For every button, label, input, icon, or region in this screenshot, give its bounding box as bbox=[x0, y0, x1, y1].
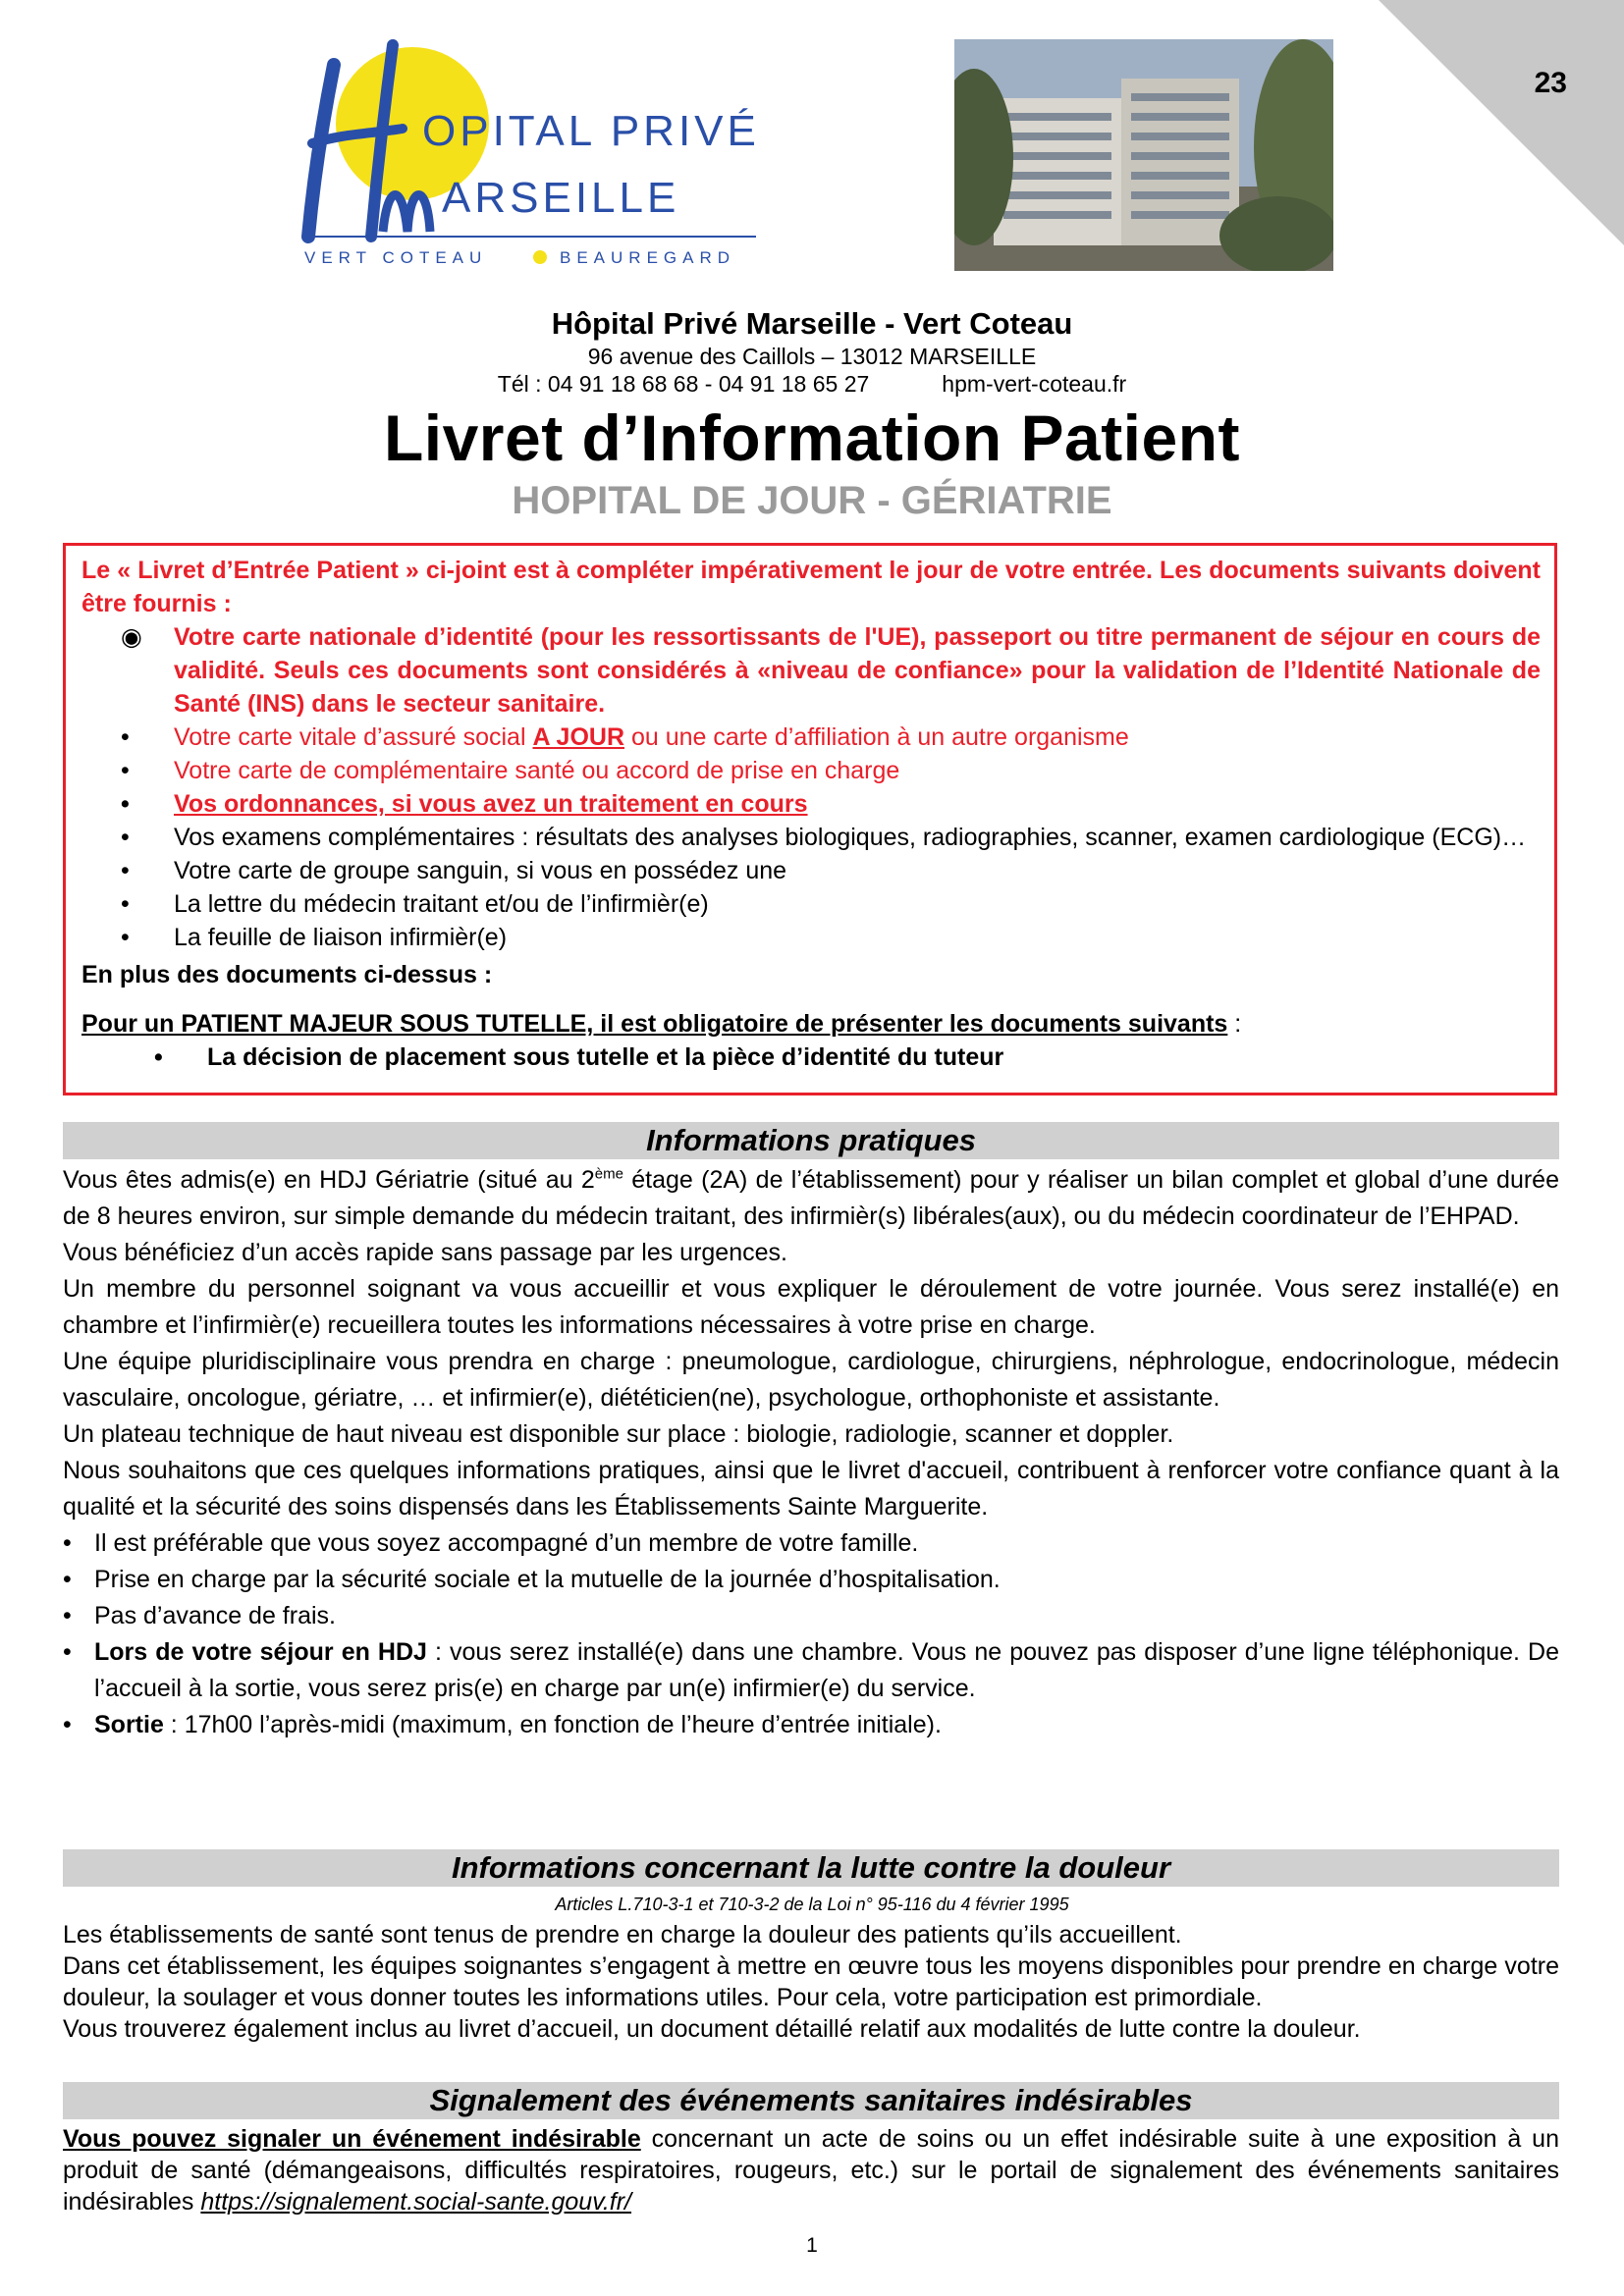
page-corner-tab bbox=[1379, 0, 1624, 245]
logo-line2: ARSEILLE bbox=[442, 174, 680, 222]
notice-plus-label: En plus des documents ci-dessus : bbox=[81, 961, 493, 988]
list-item: • Prise en charge par la sécurité sociale et la mutuelle de la journée d’hospitalisation. bbox=[94, 1562, 1559, 1598]
tutelle-requirement: Pour un PATIENT MAJEUR SOUS TUTELLE, il est obligatoire de présenter les documents suivants : bbox=[81, 1010, 1242, 1038]
footer-page-number: 1 bbox=[806, 2234, 818, 2257]
paragraph: Vous pouvez signaler un événement indésirable concernant un acte de soins ou un effet indésirable suite à une exposition à un produit de santé (démangeaisons, difficultés respiratoires, rougeurs, etc.) sur le portail de signalement des événements sanitaires indésirables https://signalement.social-sante.gouv.fr/ bbox=[63, 2125, 1559, 2216]
douleur-body bbox=[63, 1919, 1559, 2045]
hospital-address: 96 avenue des Caillols – 13012 MARSEILLE bbox=[587, 344, 1037, 369]
paragraph: Vous trouverez également inclus au livret d’accueil, un document détaillé relatif aux modalités de lutte contre la douleur. bbox=[63, 2015, 1361, 2043]
required-documents-list bbox=[81, 620, 1541, 954]
list-item: • Votre carte de groupe sanguin, si vous en possédez une bbox=[121, 857, 787, 884]
logo-tagline-right: BEAUREGARD bbox=[560, 248, 736, 267]
paragraph: Vous êtes admis(e) en HDJ Gériatrie (situé au 2ème étage (2A) de l’établissement) pour y réaliser un bilan complet et global d’une durée de 8 heures environ, sur simple demande du médecin traitant, des infirmièr(s) libérales(aux), ou du médecin coordinateur de l’EHPAD. bbox=[63, 1165, 1559, 1230]
list-item: • La feuille de liaison infirmièr(e) bbox=[121, 924, 508, 951]
page-number: 23 bbox=[1534, 67, 1567, 99]
section-heading-signalement: Signalement des événements sanitaires indésirables bbox=[63, 2082, 1559, 2119]
logo-tagline-left: VERT COTEAU bbox=[304, 248, 488, 267]
list-item: • Votre carte de complémentaire santé ou accord de prise en charge bbox=[121, 757, 900, 784]
info-bullets bbox=[63, 1525, 1559, 1743]
required-documents-notice bbox=[63, 543, 1557, 1095]
list-item: • La lettre du médecin traitant et/ou de l’infirmièr(e) bbox=[121, 890, 709, 918]
logo-line1: OPITAL PRIVÉ bbox=[422, 107, 760, 155]
list-item: • La décision de placement sous tutelle et la pièce d’identité du tuteur bbox=[154, 1043, 1004, 1071]
hospital-tel: Tél : 04 91 18 68 68 - 04 91 18 65 27 bbox=[497, 371, 870, 397]
list-item: • Il est préférable que vous soyez accompagné d’un membre de votre famille. bbox=[94, 1525, 1559, 1562]
paragraph: Les établissements de santé sont tenus de prendre en charge la douleur des patients qu’ils accueillent. bbox=[63, 1921, 1182, 1949]
paragraph: Dans cet établissement, les équipes soignantes s’engagent à mettre en œuvre tous les moyens disponibles pour prendre en charge votre douleur, la soulager et vous donner toutes les informations utiles. Pour cela, votre participation est primordiale. bbox=[63, 1952, 1559, 2011]
paragraph: Une équipe pluridisciplinaire vous prendra en charge : pneumologue, cardiologue, chirurgiens, néphrologue, endocrinologue, médecin vasculaire, oncologue, gériatre, … et infirmier(e), diététicien(ne), psychologue, orthophoniste et assistante. bbox=[63, 1348, 1559, 1412]
hospital-contact bbox=[0, 371, 1624, 398]
paragraph: Nous souhaitons que ces quelques informations pratiques, ainsi que le livret d'accueil, contribuent à renforcer votre confiance quant à la qualité et la sécurité des soins dispensés dans les Établissements Sainte Marguerite. bbox=[63, 1457, 1559, 1521]
list-item: • Vos examens complémentaires : résultats des analyses biologiques, radiographies, scanner, examen cardiologique (ECG)… bbox=[121, 824, 1527, 851]
paragraph: Un plateau technique de haut niveau est disponible sur place : biologie, radiologie, scanner et doppler. bbox=[63, 1420, 1174, 1448]
page-subtitle: HOPITAL DE JOUR - GÉRIATRIE bbox=[512, 479, 1112, 522]
list-item: • Pas d’avance de frais. bbox=[94, 1598, 1559, 1634]
legal-reference: Articles L.710-3-1 et 710-3-2 de la Loi n° 95-116 du 4 février 1995 bbox=[555, 1895, 1069, 1914]
signalement-portal-link[interactable]: https://signalement.social-sante.gouv.fr/ bbox=[200, 2188, 632, 2216]
list-item: ◉ Votre carte nationale d’identité (pour les ressortissants de l'UE), passeport ou titre permanent de séjour en cours de validité. Seuls ces documents sont considérés à «niveau de confiance» pour la validation de l’Identité Nationale de Santé (INS) dans le secteur sanitaire. bbox=[121, 623, 1541, 718]
hospital-name: Hôpital Privé Marseille - Vert Coteau bbox=[551, 306, 1073, 341]
section-heading-info-pratiques: Informations pratiques bbox=[63, 1122, 1559, 1159]
hospital-website: hpm-vert-coteau.fr bbox=[942, 371, 1127, 397]
paragraph: Un membre du personnel soignant va vous accueillir et vous expliquer le déroulement de votre journée. Vous serez installé(e) en chambre et l’infirmièr(e) recueillera toutes les informations nécessaires à votre prise en charge. bbox=[63, 1275, 1559, 1339]
page-title: Livret d’Information Patient bbox=[383, 401, 1241, 474]
list-item: • Vos ordonnances, si vous avez un traitement en cours bbox=[121, 790, 808, 818]
info-pratiques-body bbox=[63, 1162, 1559, 1743]
section-heading-douleur: Informations concernant la lutte contre la douleur bbox=[63, 1849, 1559, 1887]
list-item: • Lors de votre séjour en HDJ : vous serez installé(e) dans une chambre. Vous ne pouvez pas disposer d’une ligne téléphonique. De l’accueil à la sortie, vous serez pris(e) en charge par un(e) infirmier(e) du service. bbox=[94, 1634, 1559, 1707]
notice-intro: Le « Livret d’Entrée Patient » ci-joint est à compléter impérativement le jour de votre entrée. Les documents suivants doivent être fournis : bbox=[81, 557, 1541, 617]
list-item: • Sortie : 17h00 l’après-midi (maximum, en fonction de l’heure d’entrée initiale). bbox=[94, 1707, 1559, 1743]
hospital-logo bbox=[295, 35, 776, 276]
paragraph: Vous bénéficiez d’un accès rapide sans passage par les urgences. bbox=[63, 1239, 787, 1266]
signalement-lead: Vous pouvez signaler un événement indésirable bbox=[63, 2125, 641, 2153]
signalement-body bbox=[63, 2123, 1559, 2217]
list-item: • Votre carte vitale d’assuré social A JOUR ou une carte d’affiliation à un autre organisme bbox=[121, 723, 1129, 751]
hospital-building-photo bbox=[954, 39, 1333, 271]
